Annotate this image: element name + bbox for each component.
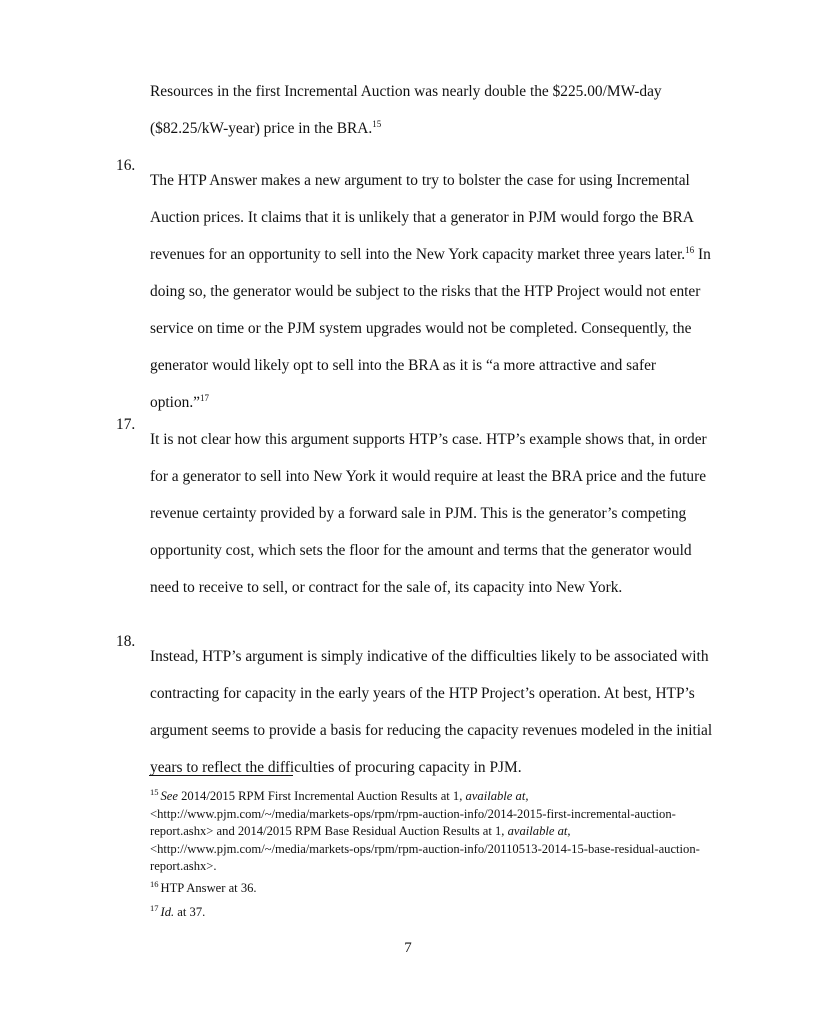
paragraph-number: 17.	[116, 416, 136, 433]
paragraph-number: 18.	[116, 633, 136, 650]
paragraph-text: The HTP Answer makes a new argument to try to bolster the case for using Incremental Auction prices. It claims that it is unlikely that a generator in PJM would forgo the BRA revenues for an opportunity to sell into the New York capacity market three years later.$^{16}$ In doing so, the generator would be subject to the risks that the HTP Project would not enter service on time or the PJM system upgrades would not be completed. Consequently, the generator would likely opt to sell into the BRA as it is “a more attractive and safer option.”$^{17}$	[150, 172, 711, 412]
continuation-line-1: Resources in the first Incremental Auction was nearly double the $225.00/MW-day	[150, 83, 662, 100]
footnote-mark: 17	[150, 903, 159, 913]
continuation-paragraph	[150, 73, 710, 147]
footnote-15: $^{15}$ See 2014/2015 RPM First Incremental Auction Results at 1, available at, <http://www.pjm.com/~/media/markets-ops/rpm/rpm-auction-info/2014-2015-first-incremental-auction-report.ashx> and 2014/2015 RPM Base Residual Auction Results at 1, available at, <http://www.pjm.com/~/media/markets-ops/rpm/rpm-auction-info/20110513-2014-15-base-residual-auction-report.ashx>.	[150, 787, 700, 873]
footnote-mark: 16	[150, 879, 159, 889]
paragraph-16	[116, 147, 716, 437]
footnote-mark: 15	[150, 787, 159, 797]
footnote-ref-16: 16	[685, 245, 695, 256]
footnote-separator	[149, 775, 293, 776]
paragraph-17	[116, 406, 716, 622]
paragraph-text: It is not clear how this argument supports HTP’s case. HTP’s example shows that, in order for a generator to sell into New York it would require at least the BRA price and the future revenue certainty provided by a forward sale in PJM. This is the generator’s competing opportunity cost, which sets the floor for the amount and terms that the generator would need to receive to sell, or contract for the sale of, its capacity into New York.	[150, 431, 707, 597]
footnote-ref-17: 17	[200, 393, 210, 404]
page-number: 7	[404, 940, 412, 956]
paragraph-text: Instead, HTP’s argument is simply indicative of the difficulties likely to be associated with contracting for capacity in the early years of the HTP Project’s operation. At best, HTP’s argument seems to provide a basis for reducing the capacity revenues modeled in the initial years to reflect the difficulties of procuring capacity in PJM.	[150, 648, 713, 777]
paragraph-number: 16.	[116, 157, 136, 174]
footnote-17: $^{17}$ Id. at 37.	[150, 903, 206, 919]
continuation-line-2: ($82.25/kW-year) price in the BRA.	[150, 120, 373, 137]
footnote-16: $^{16}$ HTP Answer at 36.	[150, 879, 257, 895]
footnote-ref-15: 15	[372, 119, 382, 129]
